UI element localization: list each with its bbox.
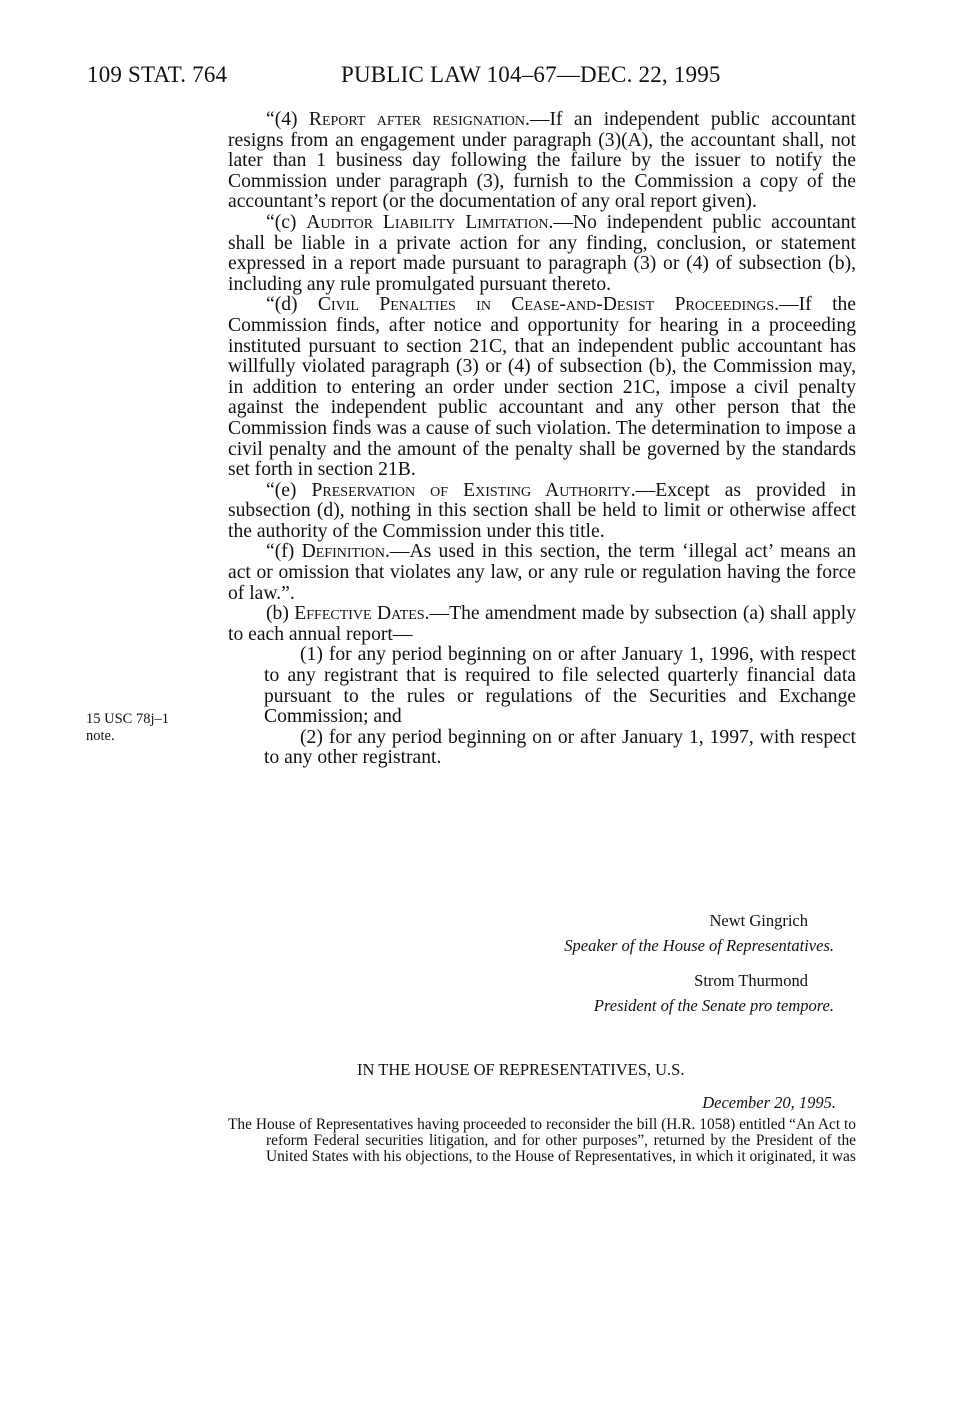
house-heading: IN THE HOUSE OF REPRESENTATIVES, U.S. — [357, 1060, 685, 1079]
house-date: December 20, 1995. — [702, 1093, 836, 1112]
subsection-e-preservation: “(e) Preservation of Existing Authority.—Except as provided in subsection (d), nothing in this section shall be held to limit or otherwise affect the authority of the Commission under this title. — [228, 479, 856, 542]
speaker-title: Speaker of the House of Representatives. — [564, 936, 834, 955]
paragraph-4-report-after-resignation: “(4) Report after resignation.—If an independent public accountant resigns from an engagement under paragraph (3)(A), the accountant shall, not later than 1 business day following the failure by the issuer to notify the Commission under paragraph (3), furnish to the Commission a copy of the accountant’s report (or the documentation of any oral report given). — [228, 109, 856, 213]
margin-note-citation: 15 USC 78j–1 — [86, 711, 169, 727]
statute-body — [228, 110, 856, 769]
subsection-f-definition: “(f) Definition.—As used in this section, the term ‘illegal act’ means an act or omission that violates any law, or any rule or regulation having the force of law.”. — [228, 541, 856, 604]
stat-page-number: 109 STAT. 764 — [87, 62, 228, 87]
subsection-c-auditor-liability: “(c) Auditor Liability Limitation.—No independent public accountant shall be liable in a private action for any finding, conclusion, or statement expressed in a report made pursuant to paragraph (3) or (4) of subsection (b), including any rule promulgated pursuant thereto. — [228, 211, 856, 295]
usc-margin-note — [86, 711, 186, 745]
effective-date-item-2: (2) for any period beginning on or after January 1, 1997, with respect to any other registrant. — [264, 726, 856, 769]
senate-president-name: Strom Thurmond — [694, 971, 808, 990]
public-law-header: PUBLIC LAW 104–67—DEC. 22, 1995 — [341, 62, 721, 87]
margin-note-suffix: note. — [86, 728, 115, 744]
subsection-f-heading: Definition. — [301, 541, 390, 563]
section-b-heading: Effective Dates. — [294, 603, 430, 625]
section-b-effective-dates: (b) Effective Dates.—The amendment made by subsection (a) shall apply to each annual report— — [228, 603, 856, 645]
paragraph-4-heading: Report after resignation. — [308, 109, 530, 130]
senate-president-title: President of the Senate pro tempore. — [593, 996, 834, 1015]
speaker-name: Newt Gingrich — [709, 911, 808, 930]
subsection-d-heading: Civil Penalties in Cease-and-Desist Proceedings. — [317, 294, 780, 316]
subsection-d-civil-penalties: “(d) Civil Penalties in Cease-and-Desist Proceedings.—If the Commission finds, after notice and opportunity for hearing in a proceeding instituted pursuant to section 21C, that an independent public accountant has willfully violated paragraph (3) or (4) of subsection (b), the Commission may, in addition to entering an order under section 21C, impose a civil penalty against the independent public accountant and any other person that the Commission finds was a cause of such violation. The determination to impose a civil penalty and the amount of the penalty shall be governed by the standards set forth in section 21B. — [228, 294, 857, 481]
house-reconsideration-text — [228, 1117, 856, 1164]
house-reconsideration-paragraph: The House of Representatives having proceeded to reconsider the bill (H.R. 1058) entitled “An Act to reform Federal securities litigation, and for other purposes”, returned by the President of the United States with his objections, to the House of Representatives, in which it originated, it was — [228, 1116, 856, 1165]
effective-date-item-1: (1) for any period beginning on or after January 1, 1996, with respect to any registrant that is required to file selected quarterly financial data pursuant to the rules or regulations of the Securities and Exchange Commission; and — [264, 644, 856, 728]
subsection-c-heading: Auditor Liability Limitation. — [306, 211, 554, 233]
subsection-e-heading: Preservation of Existing Authority. — [311, 479, 636, 501]
